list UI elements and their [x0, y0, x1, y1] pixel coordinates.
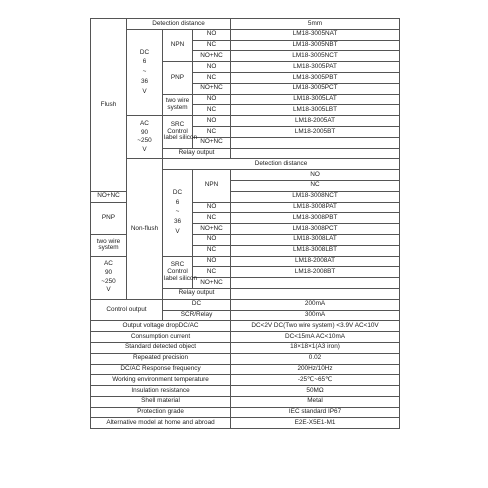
nonflush-relay-label: Relay output: [163, 288, 231, 299]
model-number: LM18-3008NCT: [231, 191, 400, 202]
model-number: LM18-3005LBT: [231, 105, 400, 116]
spec-label: Protection grade: [91, 407, 231, 418]
spec-value: DC<2V DC(Two wire system) <3.9V AC<10V: [231, 321, 400, 332]
spec-value: -25℃~65℃: [231, 375, 400, 386]
output-type: NC: [193, 40, 231, 51]
output-type: NC: [193, 213, 231, 224]
output-type: NO+NC: [91, 191, 127, 202]
control-output-value: 200mA: [231, 299, 400, 310]
nonflush-npn-label: NPN: [193, 170, 231, 202]
spec-value: DC<15mA AC<10mA: [231, 332, 400, 343]
control-output-label: Control output: [91, 299, 163, 321]
spec-value: 50MΩ: [231, 386, 400, 397]
spec-value: IEC standard IP67: [231, 407, 400, 418]
spec-value: 18×18×1(A3 iron): [231, 342, 400, 353]
model-number: LM18-2005BT: [231, 126, 400, 137]
output-type: NO+NC: [193, 83, 231, 94]
table-row: [91, 299, 400, 310]
output-type: NO: [193, 234, 231, 245]
flush-detection-row: [91, 19, 400, 30]
nonflush-pnp-label: PNP: [91, 202, 127, 234]
control-output-type: DC: [163, 299, 231, 310]
table-row: [91, 364, 400, 375]
output-type: NO+NC: [193, 278, 231, 289]
output-type: NC: [231, 180, 400, 191]
model-number: LM18-2008BT: [231, 267, 400, 278]
control-output-type: SCR/Relay: [163, 310, 231, 321]
spec-label: Standard detected object: [91, 342, 231, 353]
spec-label: DC/AC Response frequency: [91, 364, 231, 375]
output-type: NO+NC: [193, 137, 231, 148]
output-type: NC: [193, 267, 231, 278]
model-number: LM18-3008LAT: [231, 234, 400, 245]
flush-label: Flush: [91, 19, 127, 192]
model-number: LM18-3005PCT: [231, 83, 400, 94]
model-number: LM18-2005AT: [231, 116, 400, 127]
model-number: LM18-2008AT: [231, 256, 400, 267]
output-type: NO: [193, 94, 231, 105]
flush-detection-label: Detection distance: [127, 19, 231, 30]
spec-label: Output voltage dropDC/AC: [91, 321, 231, 332]
nonflush-ac-label: AC 90 ~250 V: [91, 256, 127, 299]
model-number: LM18-3005NCT: [231, 51, 400, 62]
table-row: [91, 375, 400, 386]
spec-label: Consumption current: [91, 332, 231, 343]
spec-label: Insulation resistance: [91, 386, 231, 397]
model-number: [231, 137, 400, 148]
nonflush-label: Non-flush: [127, 159, 163, 299]
table-row: [91, 396, 400, 407]
nonflush-detection-label: Detection distance: [163, 159, 400, 170]
spec-value: 200Hz/10Hz: [231, 364, 400, 375]
flush-ac-label: AC 90 ~250 V: [127, 116, 163, 159]
nonflush-src-label: SRC Control label silicon: [163, 256, 193, 288]
table-row: [91, 353, 400, 364]
output-type: NO: [193, 116, 231, 127]
output-type: NO+NC: [193, 224, 231, 235]
output-type: NC: [193, 126, 231, 137]
spec-table-container: [90, 18, 399, 429]
table-row: [91, 321, 400, 332]
table-row: [91, 332, 400, 343]
output-type: NO: [193, 202, 231, 213]
flush-two-wire-label: two wire system: [163, 94, 193, 116]
output-type: NO: [231, 170, 400, 181]
nonflush-two-wire-label: two wire system: [91, 234, 127, 256]
table-row: [91, 29, 400, 40]
flush-relay-label: Relay output: [163, 148, 231, 159]
model-number: LM18-3008PAT: [231, 202, 400, 213]
output-type: NO+NC: [193, 51, 231, 62]
flush-dc-label: DC 6 ~ 36 V: [127, 29, 163, 115]
spec-value: E2E-X5E1-M1: [231, 418, 400, 429]
model-number: LM18-3008LBT: [231, 245, 400, 256]
output-type: NC: [193, 245, 231, 256]
output-type: NC: [193, 72, 231, 83]
table-row: [91, 386, 400, 397]
flush-relay-value: [231, 148, 400, 159]
model-number: [231, 278, 400, 289]
table-row: [91, 116, 400, 127]
model-number: LM18-3005LAT: [231, 94, 400, 105]
nonflush-relay-value: [231, 288, 400, 299]
flush-npn-label: NPN: [163, 29, 193, 61]
spec-table: [90, 18, 400, 429]
control-output-value: 300mA: [231, 310, 400, 321]
model-number: LM18-3005PAT: [231, 62, 400, 73]
model-number: LM18-3005PBT: [231, 72, 400, 83]
spec-value: 0.02: [231, 353, 400, 364]
nonflush-detection-row: [91, 159, 400, 170]
output-type: NO: [193, 29, 231, 40]
nonflush-dc-label: DC 6 ~ 36 V: [163, 170, 193, 256]
spec-label: Shell material: [91, 396, 231, 407]
flush-src-label: SRC Control label silicon: [163, 116, 193, 148]
table-row: [91, 407, 400, 418]
spec-value: Metal: [231, 396, 400, 407]
model-number: LM18-3005NBT: [231, 40, 400, 51]
spec-label: Repeated precision: [91, 353, 231, 364]
table-row: [91, 342, 400, 353]
flush-pnp-label: PNP: [163, 62, 193, 94]
spec-label: Alternative model at home and abroad: [91, 418, 231, 429]
flush-detection-value: 5mm: [231, 19, 400, 30]
spec-label: Working environment temperature: [91, 375, 231, 386]
model-number: LM18-3008PCT: [231, 224, 400, 235]
model-number: LM18-3005NAT: [231, 29, 400, 40]
table-row: [91, 418, 400, 429]
output-type: NC: [193, 105, 231, 116]
output-type: NO: [193, 62, 231, 73]
model-number: LM18-3008PBT: [231, 213, 400, 224]
output-type: NO: [193, 256, 231, 267]
